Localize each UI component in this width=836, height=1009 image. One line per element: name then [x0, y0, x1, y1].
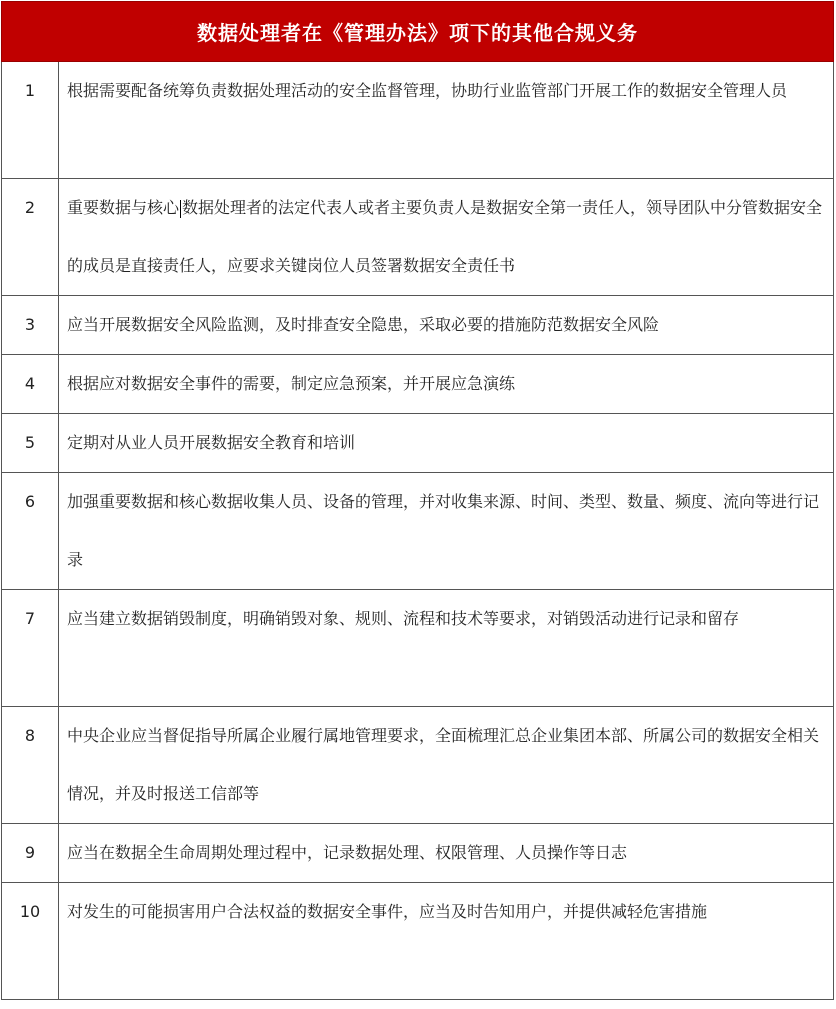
row-number: 7: [2, 590, 59, 707]
row-number: 3: [2, 296, 59, 355]
row-text: 加强重要数据和核心数据收集人员、设备的管理，并对收集来源、时间、类型、数量、频度、流向等进行记录: [59, 473, 834, 590]
row-text: 根据需要配备统筹负责数据处理活动的安全监督管理，协助行业监管部门开展工作的数据安全管理人员: [59, 62, 834, 179]
row-number: 1: [2, 62, 59, 179]
row-text: 根据应对数据安全事件的需要，制定应急预案，并开展应急演练: [59, 355, 834, 414]
table-row: [2, 62, 834, 179]
row-text-part-a: 重要数据与核心: [67, 198, 180, 217]
obligations-table-container: [1, 1, 833, 1000]
table-title: 数据处理者在《管理办法》项下的其他合规义务: [2, 2, 834, 62]
table-row: [2, 414, 834, 473]
table-row: [2, 296, 834, 355]
table-row: [2, 824, 834, 883]
table-header-row: [2, 2, 834, 62]
row-number: 4: [2, 355, 59, 414]
row-text-part-b: 数据处理者的法定代表人或者主要负责人是数据安全第一责任人，领导团队中分管数据安全的成员是直接责任人，应要求关键岗位人员签署数据安全责任书: [67, 198, 823, 275]
row-number: 10: [2, 883, 59, 1000]
row-text: 应当在数据全生命周期处理过程中，记录数据处理、权限管理、人员操作等日志: [59, 824, 834, 883]
table-row: [2, 590, 834, 707]
row-text: 对发生的可能损害用户合法权益的数据安全事件，应当及时告知用户，并提供减轻危害措施: [59, 883, 834, 1000]
table-row: [2, 473, 834, 590]
row-number: 5: [2, 414, 59, 473]
row-text: [59, 179, 834, 296]
text-cursor: [180, 200, 181, 218]
row-text: 应当开展数据安全风险监测，及时排查安全隐患，采取必要的措施防范数据安全风险: [59, 296, 834, 355]
obligations-table: [1, 1, 834, 1000]
row-text: 应当建立数据销毁制度，明确销毁对象、规则、流程和技术等要求，对销毁活动进行记录和留存: [59, 590, 834, 707]
row-number: 6: [2, 473, 59, 590]
row-text: 中央企业应当督促指导所属企业履行属地管理要求，全面梳理汇总企业集团本部、所属公司的数据安全相关情况，并及时报送工信部等: [59, 707, 834, 824]
table-row: [2, 707, 834, 824]
row-number: 2: [2, 179, 59, 296]
table-row: [2, 883, 834, 1000]
row-number: 9: [2, 824, 59, 883]
table-row: [2, 355, 834, 414]
table-row: [2, 179, 834, 296]
row-number: 8: [2, 707, 59, 824]
row-text: 定期对从业人员开展数据安全教育和培训: [59, 414, 834, 473]
